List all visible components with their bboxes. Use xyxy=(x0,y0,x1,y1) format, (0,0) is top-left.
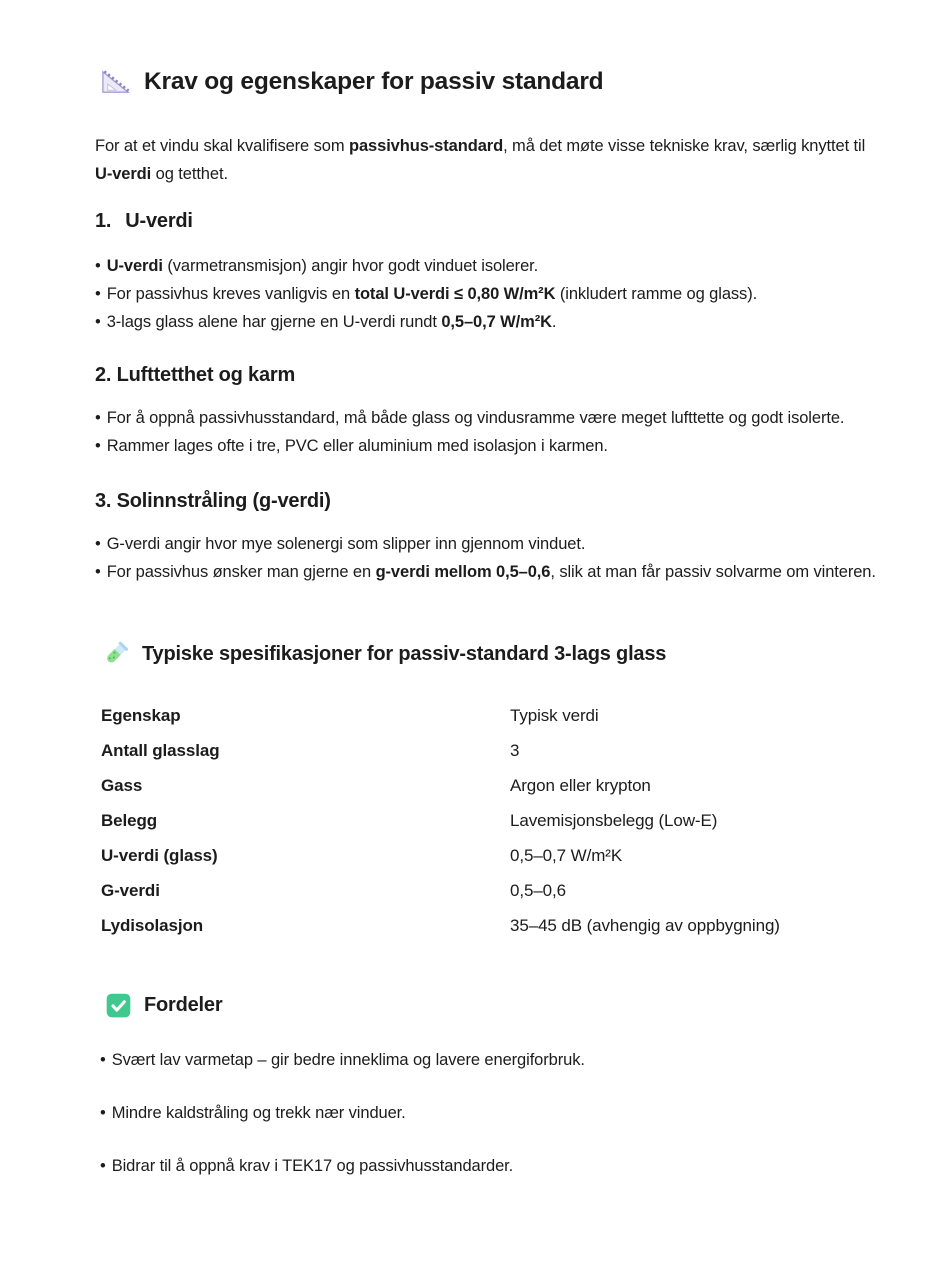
table-label: Antall glasslag xyxy=(101,740,220,760)
table-row xyxy=(95,768,885,803)
bullet-marker: • xyxy=(95,409,101,427)
table-row xyxy=(95,733,885,768)
table-label: G-verdi xyxy=(101,880,160,900)
table-row xyxy=(95,803,885,838)
table-row xyxy=(95,908,885,943)
list-item-text: G-verdi angir hvor mye solenergi som slipper inn gjennom vinduet. xyxy=(106,535,586,553)
intro-text: For at et vindu skal kvalifisere som xyxy=(95,137,349,155)
benefits-list xyxy=(100,1047,885,1179)
section-2-title: 2. Lufttetthet og karm xyxy=(95,364,296,386)
list-item-text: Svært lav varmetap – gir bedre inneklima og lavere energiforbruk. xyxy=(111,1051,585,1069)
list-item-text: (varmetransmisjon) angir hvor godt vinduet isolerer. xyxy=(162,257,539,275)
bullet-marker: • xyxy=(95,313,101,331)
list-item-text: 3-lags glass alene har gjerne en U-verdi rundt xyxy=(106,313,442,331)
list-item xyxy=(95,530,877,558)
check-mark-icon xyxy=(105,992,132,1019)
table-row xyxy=(95,873,885,908)
table-value: 0,5–0,7 W/m²K xyxy=(510,845,623,865)
list-item-text: For å oppnå passivhusstandard, må både glass og vindusramme være meget lufttette og godt isolerte. xyxy=(106,409,845,427)
section-1-number: 1. xyxy=(95,210,112,232)
section-3-title: 3. Solinnstråling (g-verdi) xyxy=(95,490,331,512)
list-item xyxy=(95,432,877,460)
section-3-heading xyxy=(95,488,885,514)
table-value: 35–45 dB (avhengig av oppbygning) xyxy=(510,915,780,935)
test-tube-icon xyxy=(100,639,130,669)
list-item-bold: 0,5–0,7 W/m²K xyxy=(441,313,552,331)
list-item-text: . xyxy=(551,313,557,331)
table-value: 3 xyxy=(510,740,520,760)
intro-text: , må det møte visse tekniske krav, særlig knyttet til xyxy=(503,137,866,155)
bullet-marker: • xyxy=(95,563,101,581)
list-item-text: Rammer lages ofte i tre, PVC eller aluminium med isolasjon i karmen. xyxy=(106,437,608,455)
page-title xyxy=(100,66,885,98)
triangular-ruler-icon xyxy=(100,67,131,98)
section-1-list xyxy=(95,252,877,336)
list-item xyxy=(95,558,877,586)
intro-bold-uverdi: U-verdi xyxy=(95,165,152,183)
section-2-list xyxy=(95,404,877,460)
list-item-text: , slik at man får passiv solvarme om vinteren. xyxy=(550,563,876,581)
list-item-bold: total U-verdi ≤ 0,80 W/m²K xyxy=(354,285,556,303)
list-item-text: For passivhus ønsker man gjerne en xyxy=(106,563,376,581)
bullet-marker: • xyxy=(100,1051,106,1069)
list-item xyxy=(100,1153,885,1179)
spec-table xyxy=(95,698,885,943)
bullet-marker: • xyxy=(100,1157,106,1175)
table-label: Lydisolasjon xyxy=(101,915,204,935)
table-row xyxy=(95,838,885,873)
intro-bold-passivhus: passivhus-standard xyxy=(348,137,504,155)
bullet-marker: • xyxy=(100,1104,106,1122)
page-title-text: Krav og egenskaper for passiv standard xyxy=(144,68,604,95)
section-3-list xyxy=(95,530,877,586)
list-item xyxy=(95,404,877,432)
section-2-heading xyxy=(95,362,885,388)
bullet-marker: • xyxy=(95,285,101,303)
benefits-heading-text: Fordeler xyxy=(144,994,223,1016)
bullet-marker: • xyxy=(95,257,101,275)
list-item xyxy=(95,280,877,308)
spec-section-heading xyxy=(100,638,885,670)
list-item xyxy=(100,1047,885,1073)
list-item-text: Mindre kaldstråling og trekk nær vinduer. xyxy=(111,1104,406,1122)
intro-text: og tetthet. xyxy=(151,165,228,183)
table-label: Belegg xyxy=(101,810,158,830)
list-item-text: (inkludert ramme og glass). xyxy=(555,285,758,303)
table-label: U-verdi (glass) xyxy=(101,845,218,865)
list-item-text: For passivhus kreves vanligvis en xyxy=(106,285,355,303)
bullet-marker: • xyxy=(95,535,101,553)
table-label: Gass xyxy=(101,775,143,795)
list-item xyxy=(95,252,877,280)
table-value: Lavemisjonsbelegg (Low-E) xyxy=(510,810,718,830)
table-label: Egenskap xyxy=(101,705,181,725)
list-item xyxy=(100,1100,885,1126)
table-row xyxy=(95,698,885,733)
section-1-title: U-verdi xyxy=(125,210,193,232)
list-item-bold: g-verdi mellom 0,5–0,6 xyxy=(375,563,551,581)
intro-paragraph xyxy=(95,132,877,188)
table-value: Typisk verdi xyxy=(510,705,599,725)
section-1-heading xyxy=(95,208,885,234)
table-value: 0,5–0,6 xyxy=(510,880,567,900)
table-value: Argon eller krypton xyxy=(510,775,651,795)
list-item-bold: U-verdi xyxy=(106,257,163,275)
list-item-text: Bidrar til å oppnå krav i TEK17 og passivhusstandarder. xyxy=(111,1157,514,1175)
bullet-marker: • xyxy=(95,437,101,455)
benefits-section-heading xyxy=(105,989,885,1021)
spec-heading-text: Typiske spesifikasjoner for passiv-standard 3-lags glass xyxy=(142,643,667,665)
list-item xyxy=(95,308,877,336)
